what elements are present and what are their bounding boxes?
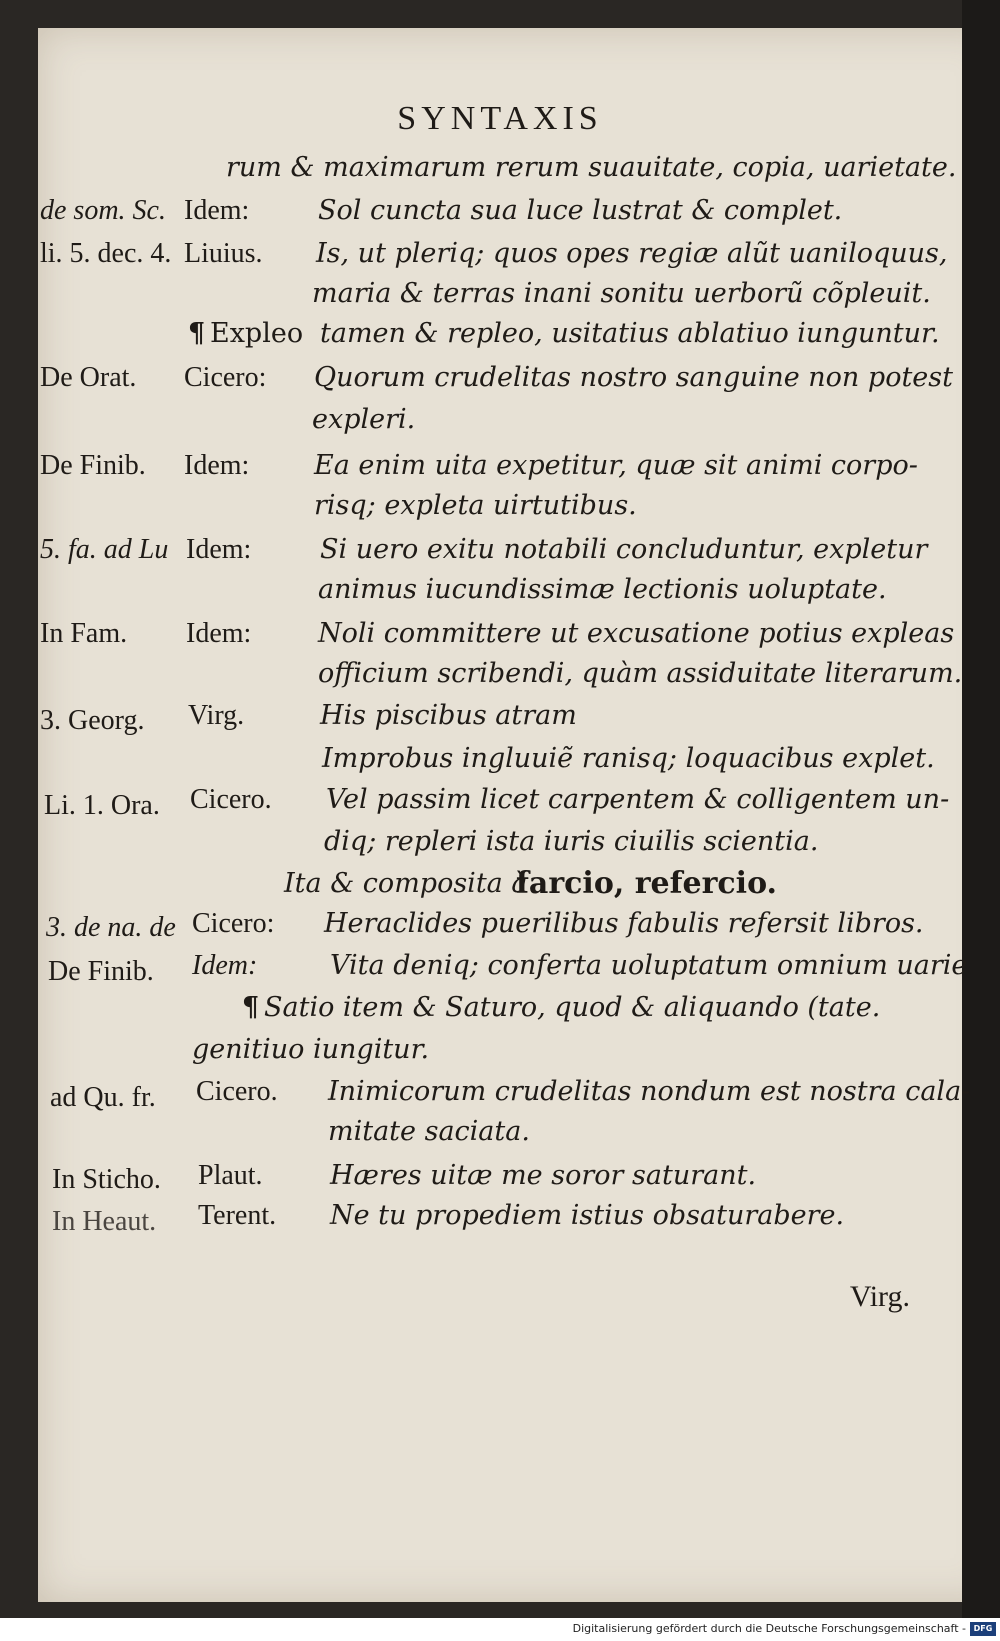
dfg-logo: DFG xyxy=(970,1622,996,1636)
margin-reference: In Sticho. xyxy=(52,1164,161,1195)
margin-reference: In Heaut. xyxy=(52,1206,157,1237)
text-line: His piscibus atram xyxy=(320,700,577,731)
text-line: tamen & repleo, usitatius ablatiuo iunguntur. xyxy=(320,318,940,349)
author-name: Idem: xyxy=(186,618,252,649)
text-line: Ea enim uita expetitur, quæ sit animi corpo- xyxy=(314,450,918,481)
text-line: risq; expleta uirtutibus. xyxy=(314,490,637,521)
author-name: Idem: xyxy=(192,950,258,981)
author-name: Idem: xyxy=(184,450,250,481)
text-line: Improbus ingluuiẽ ranisq; loquacibus explet. xyxy=(322,743,935,774)
author-name: Cicero. xyxy=(196,1076,278,1107)
text-line: animus iucundissimæ lectionis uoluptate. xyxy=(318,574,887,605)
running-head: SYNTAXIS xyxy=(397,100,603,137)
author-name: Cicero. xyxy=(190,784,272,815)
text-line: maria & terras inani sonitu uerborũ cõpleuit. xyxy=(312,278,931,309)
text-line: expleri. xyxy=(312,404,416,435)
text-line: Is, ut pleriq; quos opes regiæ alũt uaniloquus, xyxy=(316,238,948,269)
text-line: Sol cuncta sua luce lustrat & complet. xyxy=(318,195,843,226)
author-name: Cicero: xyxy=(192,908,275,939)
paragraph-mark: ¶ xyxy=(242,992,260,1023)
margin-reference: Li. 1. Ora. xyxy=(44,790,160,821)
author-name: Virg. xyxy=(188,700,245,731)
margin-reference: 5. fa. ad Lu xyxy=(40,534,169,565)
text-line: Quorum crudelitas nostro sanguine non potest xyxy=(314,362,953,393)
author-name: Idem: xyxy=(184,195,250,226)
text-line: Hæres uitæ me soror saturant. xyxy=(330,1160,757,1191)
funding-credit: Digitalisierung gefördert durch die Deutsche Forschungsgemeinschaft - xyxy=(572,1622,966,1635)
margin-reference: De Finib. xyxy=(48,956,154,987)
margin-reference: 3. de na. de xyxy=(46,912,176,943)
text-line: Vita deniq; conferta uoluptatum omnium uarie xyxy=(330,950,968,981)
text-line: rum & maximarum rerum suauitate, copia, uarietate. xyxy=(226,152,957,183)
margin-reference: De Finib. xyxy=(40,450,146,481)
text-line: diq; repleri ista iuris ciuilis scientia. xyxy=(324,826,819,857)
margin-reference: De Orat. xyxy=(40,362,137,393)
text-line: Satio item & Saturo, quod & aliquando (tate. xyxy=(264,992,881,1023)
headword: Expleo xyxy=(210,318,304,349)
text-line: Heraclides puerilibus fabulis refersit libros. xyxy=(324,908,924,939)
text-line: Inimicorum crudelitas nondum est nostra cala- xyxy=(328,1076,971,1107)
text-line: officium scribendi, quàm assiduitate literarum. xyxy=(318,658,963,689)
author-name: Liuius. xyxy=(184,238,263,269)
paragraph-mark: ¶ xyxy=(188,318,206,349)
text-line: mitate saciata. xyxy=(328,1116,530,1147)
margin-reference: li. 5. dec. 4. xyxy=(40,238,172,269)
footer-bar xyxy=(0,1618,1000,1641)
margin-reference: In Fam. xyxy=(40,618,128,649)
text-line: Ita & composita à xyxy=(284,868,528,899)
text-line: Noli committere ut excusatione potius expleas xyxy=(318,618,955,649)
catchword: Virg. xyxy=(849,1280,910,1313)
author-name: Plaut. xyxy=(198,1160,263,1191)
margin-reference: de som. Sc. xyxy=(40,195,166,226)
text-line: genitiuo iungitur. xyxy=(192,1034,430,1065)
margin-reference: 3. Georg. xyxy=(40,705,145,736)
text-line: Ne tu propediem istius obsaturabere. xyxy=(330,1200,845,1231)
margin-reference: ad Qu. fr. xyxy=(50,1082,156,1113)
author-name: Cicero: xyxy=(184,362,267,393)
author-name: Idem: xyxy=(186,534,252,565)
author-name: Terent. xyxy=(198,1200,277,1231)
text-line: Si uero exitu notabili concluduntur, expletur xyxy=(320,534,928,565)
text-line: Vel passim licet carpentem & colligentem un- xyxy=(326,784,950,815)
scan-edge xyxy=(962,0,1000,1641)
headword: farcio, refercio. xyxy=(516,866,777,901)
